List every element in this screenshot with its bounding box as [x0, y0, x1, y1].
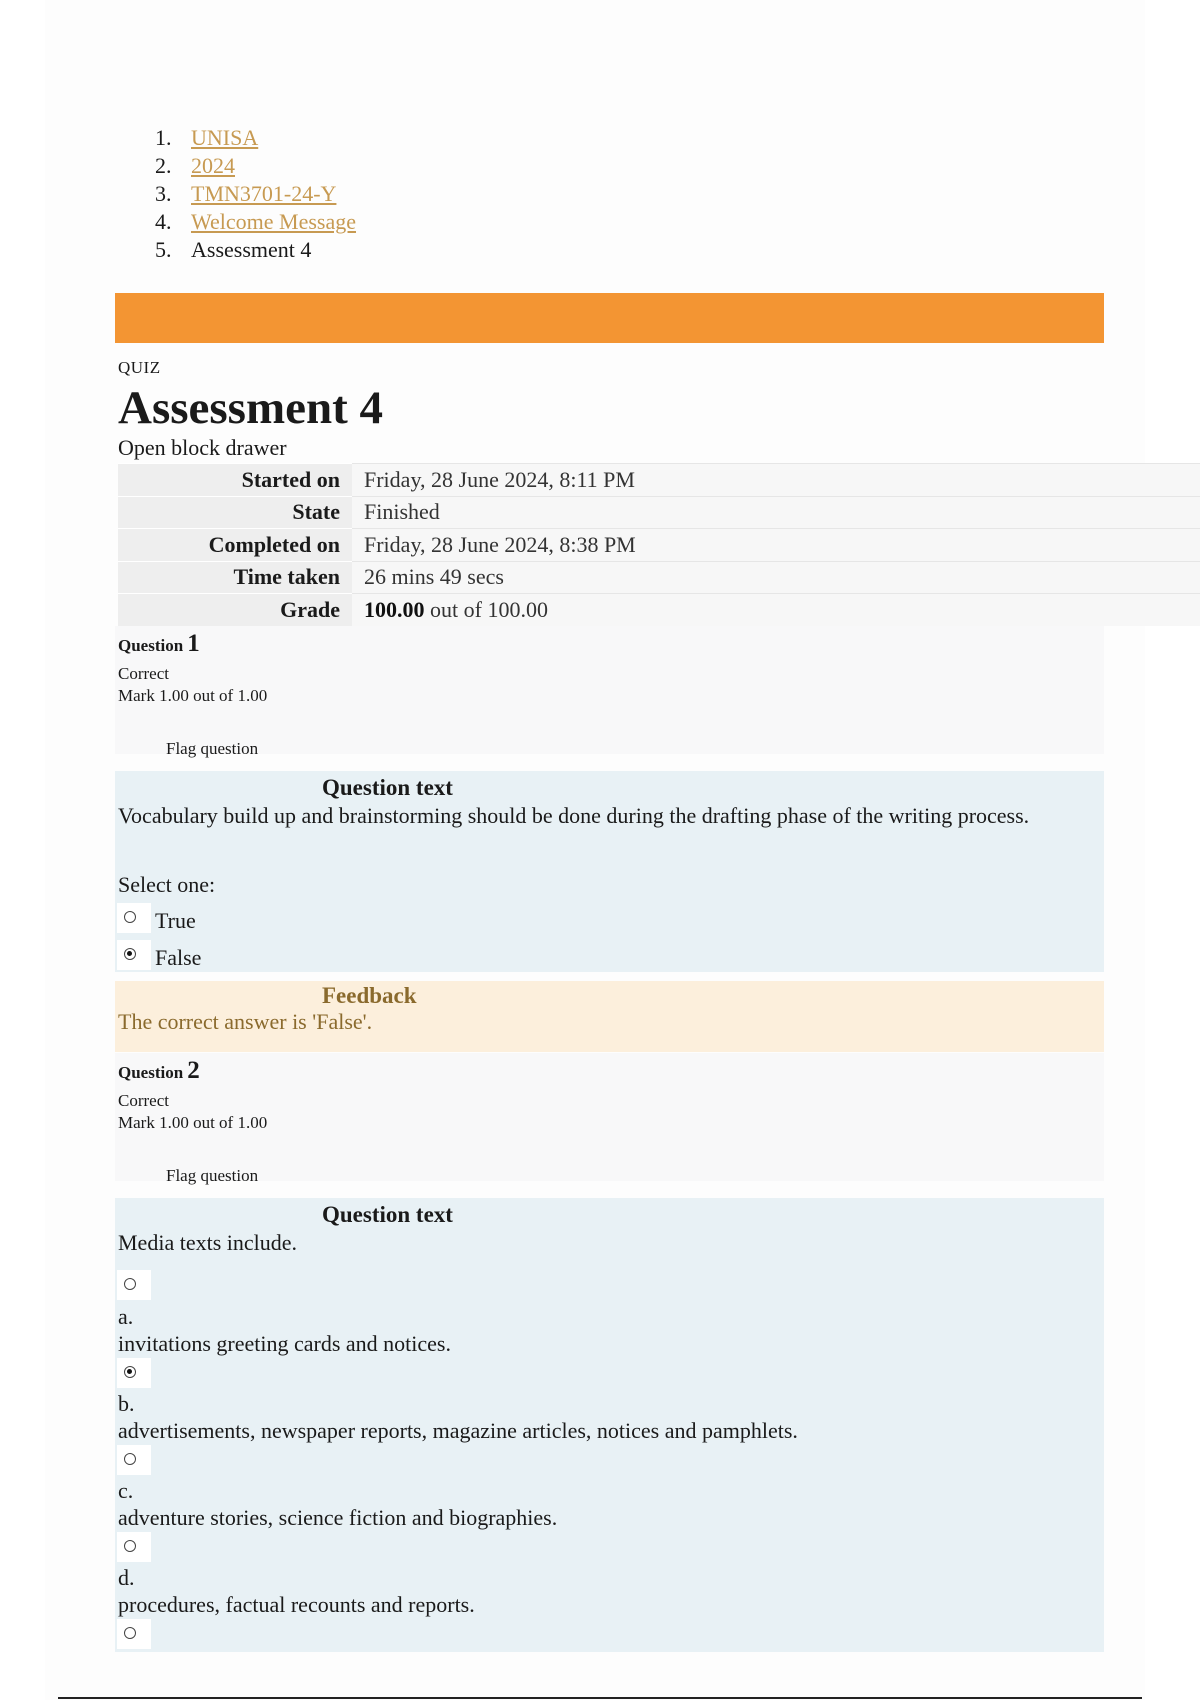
- question-number-value: 2: [187, 1057, 200, 1084]
- breadcrumb-number: 1.: [155, 125, 172, 150]
- question-label: Question: [118, 636, 184, 655]
- radio-option-a[interactable]: [117, 1270, 151, 1300]
- question-state: Correct: [118, 1091, 169, 1110]
- question-info-2: [115, 1053, 1104, 1185]
- option-letter: a.: [118, 1304, 134, 1329]
- radio-true[interactable]: [117, 903, 151, 933]
- breadcrumb-link-year[interactable]: 2024: [191, 153, 235, 178]
- activity-type-label: QUIZ: [118, 358, 161, 377]
- breadcrumb-item: [155, 236, 356, 264]
- flag-question-button[interactable]: Flag question: [166, 739, 259, 758]
- breadcrumb-item: [155, 208, 356, 236]
- breadcrumb-link-unisa[interactable]: UNISA: [191, 125, 259, 150]
- breadcrumb-item: [155, 152, 356, 180]
- breadcrumb-number: 5.: [155, 237, 172, 262]
- question-text-heading: Question text: [322, 775, 453, 800]
- radio-selected-icon: [124, 1366, 136, 1378]
- open-block-drawer-button[interactable]: Open block drawer: [118, 435, 287, 460]
- question-number-value: 1: [187, 630, 200, 657]
- summary-value: [352, 594, 1200, 627]
- summary-row: [118, 529, 1200, 562]
- flag-question-button[interactable]: Flag question: [166, 1166, 259, 1185]
- question-text-heading: Question text: [322, 1202, 453, 1227]
- question-grade: Mark 1.00 out of 1.00: [118, 1113, 268, 1132]
- option-label[interactable]: True: [155, 908, 196, 933]
- select-one-prompt: Select one:: [118, 872, 216, 897]
- question-state: Correct: [118, 664, 169, 683]
- option-label[interactable]: False: [155, 945, 202, 970]
- breadcrumb-link-course[interactable]: TMN3701-24-Y: [191, 181, 337, 206]
- question-info-1: [115, 626, 1104, 758]
- breadcrumb-number: 2.: [155, 153, 172, 178]
- breadcrumb-item: [155, 124, 356, 152]
- question-number: [118, 1057, 200, 1085]
- summary-row: [118, 561, 1200, 594]
- breadcrumb-item: [155, 180, 356, 208]
- page-bottom-rule: [58, 1697, 1142, 1699]
- grade-total: out of 100.00: [424, 597, 548, 622]
- summary-value: 26 mins 49 secs: [352, 561, 1200, 594]
- radio-option-c[interactable]: [117, 1445, 151, 1475]
- attempt-summary-table: [118, 463, 1200, 626]
- radio-option-b[interactable]: [117, 1358, 151, 1388]
- option-answer[interactable]: advertisements, newspaper reports, magazine articles, notices and pamphlets.: [118, 1418, 798, 1443]
- radio-option-e[interactable]: [117, 1619, 151, 1649]
- summary-value: Friday, 28 June 2024, 8:38 PM: [352, 529, 1200, 562]
- question-number: [118, 630, 200, 658]
- summary-row: [118, 594, 1200, 627]
- question-text-block-1: [115, 771, 1104, 972]
- breadcrumb-number: 4.: [155, 209, 172, 234]
- question-grade: Mark 1.00 out of 1.00: [118, 686, 268, 705]
- breadcrumb-link-welcome[interactable]: Welcome Message: [191, 209, 356, 234]
- feedback-block-1: [115, 981, 1104, 1052]
- page-title: Assessment 4: [118, 382, 384, 434]
- option-answer[interactable]: invitations greeting cards and notices.: [118, 1331, 451, 1356]
- radio-circle-icon: [124, 1627, 136, 1639]
- grade-score: 100.00: [364, 597, 425, 622]
- breadcrumb-number: 3.: [155, 181, 172, 206]
- question-text: Media texts include.: [118, 1230, 298, 1255]
- option-letter: d.: [118, 1565, 135, 1590]
- feedback-text: The correct answer is 'False'.: [118, 1009, 373, 1034]
- option-answer[interactable]: procedures, factual recounts and reports.: [118, 1592, 475, 1617]
- radio-circle-icon: [124, 1278, 136, 1290]
- radio-circle-icon: [124, 1453, 136, 1465]
- question-text-block-2: [115, 1198, 1104, 1652]
- radio-false[interactable]: [117, 940, 151, 970]
- summary-label: Started on: [118, 464, 352, 497]
- summary-row: [118, 464, 1200, 497]
- header-accent-bar: [115, 293, 1104, 343]
- question-label: Question: [118, 1063, 184, 1082]
- question-text: Vocabulary build up and brainstorming should be done during the drafting phase of the writing process.: [118, 803, 1030, 828]
- feedback-heading: Feedback: [322, 983, 417, 1008]
- radio-circle-icon: [124, 1540, 136, 1552]
- option-answer[interactable]: adventure stories, science fiction and biographies.: [118, 1505, 558, 1530]
- summary-label: Completed on: [118, 529, 352, 562]
- summary-label: State: [118, 496, 352, 529]
- option-letter: b.: [118, 1391, 135, 1416]
- option-letter: c.: [118, 1478, 134, 1503]
- radio-circle-icon: [124, 911, 136, 923]
- summary-label: Time taken: [118, 561, 352, 594]
- summary-row: [118, 496, 1200, 529]
- radio-selected-icon: [124, 948, 136, 960]
- breadcrumb: [155, 124, 356, 264]
- summary-value: Friday, 28 June 2024, 8:11 PM: [352, 464, 1200, 497]
- summary-label: Grade: [118, 594, 352, 627]
- radio-option-d[interactable]: [117, 1532, 151, 1562]
- summary-value: Finished: [352, 496, 1200, 529]
- breadcrumb-current: Assessment 4: [191, 237, 312, 262]
